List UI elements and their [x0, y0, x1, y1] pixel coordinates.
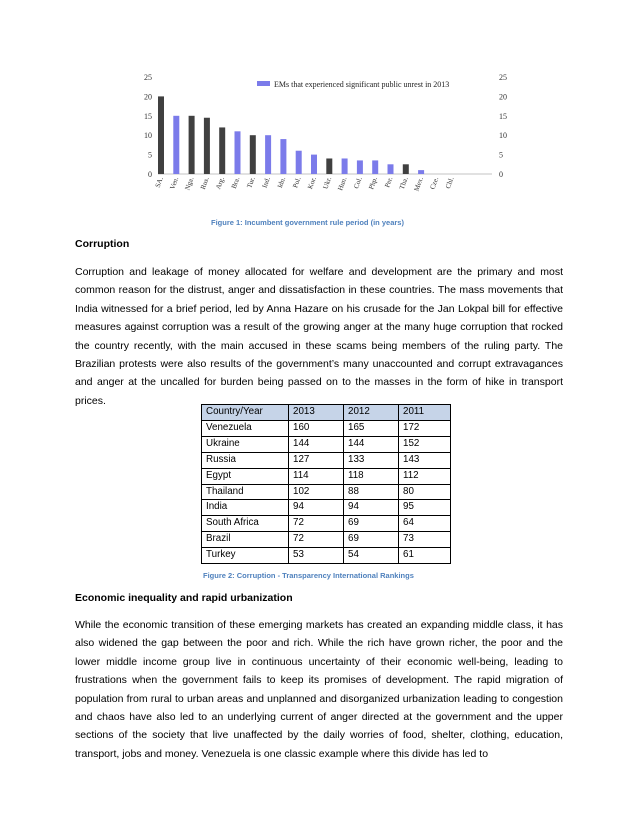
x-tick-label: Kor. [306, 175, 318, 191]
rank-cell: 102 [289, 484, 344, 500]
corruption-paragraph [75, 263, 563, 410]
text-line: prices. [75, 394, 106, 407]
rank-cell: 172 [399, 420, 451, 436]
y-tick-label-right: 0 [499, 170, 503, 179]
table-row [202, 436, 451, 452]
country-cell: Brazil [202, 532, 289, 548]
bar [235, 131, 241, 174]
rank-cell: 152 [399, 436, 451, 452]
table-row [202, 484, 451, 500]
rank-cell: 94 [289, 500, 344, 516]
x-tick-label: Per. [383, 175, 395, 189]
x-tick-label: SA. [153, 175, 165, 189]
bar [342, 158, 348, 174]
rank-cell: 94 [344, 500, 399, 516]
rank-cell: 73 [399, 532, 451, 548]
figure-2-caption: Figure 2: Corruption - Transparency International Rankings [203, 571, 414, 580]
bar [357, 160, 363, 174]
column-header: 2011 [399, 405, 451, 421]
rank-cell: 69 [344, 516, 399, 532]
rank-cell: 72 [289, 532, 344, 548]
legend-label: EMs that experienced significant public unrest in 2013 [274, 80, 450, 89]
text-line: and anger at the uncalled for burden being passed on to the masses in the form of hike in transport [75, 376, 563, 389]
rank-cell: 127 [289, 452, 344, 468]
y-tick-label: 10 [144, 131, 152, 141]
y-tick-label-right: 25 [499, 73, 507, 82]
text-line: measures against corruption was a result of the growing anger at the many huge corruption that rocked [75, 321, 563, 334]
text-line: population from rural to urban areas and unplanned and disorganized urbanization leading to [75, 692, 510, 705]
y-tick-label: 5 [148, 150, 152, 160]
table-row [202, 468, 451, 484]
category-labels [154, 176, 456, 193]
rank-cell: 133 [344, 452, 399, 468]
table-header-row [202, 405, 451, 421]
text-line: While the economic transition of these emerging markets has created an expanding middle class, it has [75, 619, 563, 631]
rank-cell: 144 [289, 436, 344, 452]
bar [311, 155, 317, 174]
country-cell: India [202, 500, 289, 516]
x-tick-label: Ven. [168, 175, 181, 191]
x-tick-label: Php. [367, 175, 380, 191]
text-line: Brazilian protests were also results of the government’s many unaccounted and corrupt extravagances [75, 358, 563, 371]
x-tick-label: Mex. [412, 175, 425, 193]
bar [189, 116, 195, 174]
x-tick-label: Nga. [183, 175, 196, 192]
text-line: the country recently, with the main accused in these scams being members of the ruling party. The [75, 339, 563, 352]
bar [326, 158, 332, 174]
country-cell: Russia [202, 452, 289, 468]
bar [265, 135, 271, 174]
rank-cell: 54 [344, 548, 399, 564]
y-tick-label: 25 [144, 73, 152, 82]
y-tick-label: 0 [148, 170, 152, 179]
x-tick-label: Tha. [397, 175, 410, 191]
y-tick-label: 15 [144, 111, 152, 121]
bar [372, 160, 378, 174]
bar [403, 164, 409, 174]
y-tick-label: 20 [144, 92, 152, 102]
x-tick-label: Chl. [444, 175, 456, 190]
legend-swatch [257, 81, 270, 86]
bar [173, 116, 179, 174]
text-line: lower middle income group live in continuous uncertainty of their economic well-being, leading to [75, 655, 563, 668]
rank-cell: 112 [399, 468, 451, 484]
country-cell: Turkey [202, 548, 289, 564]
text-line: the upper sections of the society that live unaffected by the daily worries of food, shelter, clothing, [75, 711, 563, 742]
figure-1-caption: Figure 1: Incumbent government rule period (in years) [211, 218, 404, 227]
country-cell: Thailand [202, 484, 289, 500]
rank-cell: 118 [344, 468, 399, 484]
rank-cell: 143 [399, 452, 451, 468]
x-tick-label: Cze. [428, 175, 441, 191]
table-row [202, 532, 451, 548]
table-row [202, 500, 451, 516]
bar [296, 151, 302, 174]
rank-cell: 160 [289, 420, 344, 436]
bar [280, 139, 286, 174]
rank-cell: 69 [344, 532, 399, 548]
x-tick-label: Bra. [229, 175, 242, 190]
inequality-paragraph [75, 616, 563, 763]
bar [388, 164, 394, 174]
text-line: also widened the gap between the poor and rich. While the rich have grown richer, the poor and the [75, 637, 563, 650]
x-tick-label: Ind. [260, 175, 272, 190]
x-tick-label: Hun. [336, 175, 349, 192]
section-heading-inequality: Economic inequality and rapid urbanization [75, 592, 293, 604]
x-tick-label: Arg. [214, 175, 227, 191]
y-tick-label-right: 20 [499, 92, 507, 102]
bar [204, 118, 210, 174]
left-axis-ticks [144, 73, 152, 179]
country-cell: South Africa [202, 516, 289, 532]
country-cell: Ukraine [202, 436, 289, 452]
table-row [202, 420, 451, 436]
rank-cell: 61 [399, 548, 451, 564]
rank-cell: 53 [289, 548, 344, 564]
x-tick-label: Idn. [275, 175, 288, 190]
x-tick-label: Ukr. [321, 175, 334, 191]
x-tick-label: Rus. [198, 175, 211, 191]
bar [418, 170, 424, 174]
text-line: Corruption and leakage of money allocated for welfare and development are the primary and most [75, 266, 563, 278]
table-row [202, 452, 451, 468]
x-tick-label: Tur. [245, 175, 257, 190]
right-axis-ticks [499, 73, 507, 179]
text-line: India witnessed for a brief period, led by Anna Hazare on his crusade for the Jan Lokpal bill for effective [75, 302, 563, 315]
text-line: congestion and chaos have also led to an underlying current of anger directed at the government and [75, 692, 563, 724]
legend [257, 80, 449, 89]
rank-cell: 114 [289, 468, 344, 484]
text-line: frustrations when the government fails to keep its promises of development. The rapid migration of [75, 674, 563, 687]
column-header: Country/Year [202, 405, 289, 421]
table-row [202, 548, 451, 564]
bar [250, 135, 256, 174]
x-tick-label: Col. [352, 175, 364, 190]
text-line: education, transport, jobs and money. Venezuela is one classic example where this divide has led to [75, 729, 564, 760]
column-header: 2012 [344, 405, 399, 421]
bar [158, 96, 164, 174]
y-tick-label-right: 15 [499, 111, 507, 121]
country-cell: Egypt [202, 468, 289, 484]
rank-cell: 95 [399, 500, 451, 516]
section-heading-corruption: Corruption [75, 238, 130, 250]
country-cell: Venezuela [202, 420, 289, 436]
rank-cell: 88 [344, 484, 399, 500]
column-header: 2013 [289, 405, 344, 421]
table-row [202, 516, 451, 532]
x-tick-label: Pol. [291, 175, 303, 190]
rank-cell: 144 [344, 436, 399, 452]
bars [158, 96, 492, 174]
y-tick-label-right: 10 [499, 131, 507, 141]
rank-cell: 80 [399, 484, 451, 500]
text-line: common reason for the distrust, anger and dissatisfaction in these countries. The mass movements that [75, 284, 563, 297]
y-tick-label-right: 5 [499, 150, 503, 160]
rank-cell: 64 [399, 516, 451, 532]
rank-cell: 72 [289, 516, 344, 532]
corruption-rankings-table [201, 404, 451, 564]
bar [219, 127, 225, 174]
unrest-bar-chart [130, 66, 530, 216]
rank-cell: 165 [344, 420, 399, 436]
